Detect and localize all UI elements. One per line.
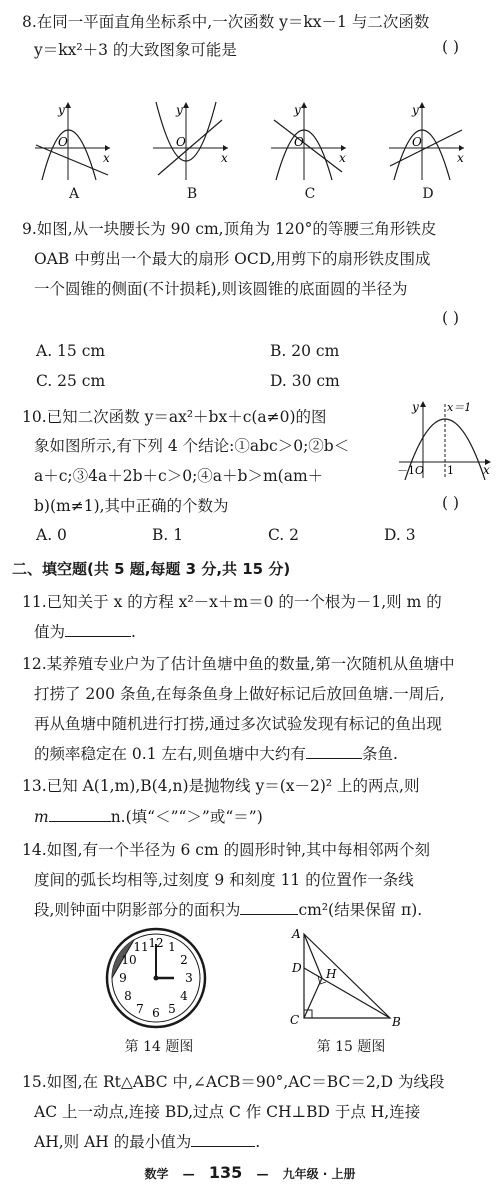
q9-option-d: D. 30 cm — [270, 372, 340, 390]
q9-option-b: B. 20 cm — [270, 342, 340, 360]
q9-option-c: C. 25 cm — [36, 372, 106, 390]
q8-label-a: A — [68, 186, 80, 202]
page-footer — [0, 1163, 500, 1182]
q8-c-o: O — [294, 135, 304, 149]
q8-b-x: x — [221, 151, 228, 165]
q14-clock-figure — [104, 926, 208, 1030]
q15-point-a: A — [292, 928, 301, 941]
q12-line1: 12.某养殖专业户为了估计鱼塘中鱼的数量,第一次随机从鱼塘中 — [22, 655, 455, 673]
q15-blank[interactable] — [191, 1132, 255, 1147]
q15-point-b: B — [392, 1015, 401, 1029]
clock-2: 2 — [180, 953, 188, 967]
q10-o: O — [415, 464, 425, 477]
footer-subject: 数学 — [144, 1167, 169, 1181]
q10-line1: 10.已知二次函数 y＝ax²＋bx＋c(a≠0)的图 — [22, 408, 327, 426]
page-number: 135 — [208, 1163, 243, 1182]
q11-line2: 值为 . — [34, 623, 136, 641]
q10-line3: a＋c;③4a＋2b＋c＞0;④a＋b＞m(am＋ — [34, 467, 324, 485]
q9-line3: 一个圆锥的侧面(不计损耗),则该圆锥的底面圆的半径为 — [34, 280, 408, 298]
q15-line3: AH,则 AH 的最小值为 . — [34, 1133, 261, 1151]
q15-triangle-figure — [282, 928, 412, 1030]
q10-line2: 象如图所示,有下列 4 个结论:①abc＞0;②b＜ — [34, 437, 350, 455]
clock-12: 12 — [148, 936, 164, 950]
q14-line2: 度间的弧长均相等,过刻度 9 和刻度 11 的位置作一条线 — [34, 871, 414, 889]
clock-9: 9 — [119, 971, 127, 985]
q10-option-b: B. 1 — [152, 526, 184, 544]
footer-dash-left: — — [182, 1167, 195, 1181]
q15-point-c: C — [290, 1013, 300, 1027]
clock-10: 10 — [121, 953, 137, 967]
q8-label-c: C — [304, 186, 316, 202]
q14-blank[interactable] — [240, 900, 298, 915]
q10-option-c: C. 2 — [268, 526, 300, 544]
clock-3: 3 — [185, 971, 193, 985]
section-fill-in-title: 二、填空题(共 5 题,每题 3 分,共 15 分) — [12, 560, 291, 578]
q8-answer-paren: ( ) — [442, 38, 460, 56]
q10-option-a: A. 0 — [36, 526, 67, 544]
q10-line4: b)(m≠1),其中正确的个数为 — [34, 497, 229, 515]
q15-line2: AC 上一动点,连接 BD,过点 C 作 CH⊥BD 于点 H,连接 — [34, 1103, 421, 1121]
q8-line2: y＝kx²＋3 的大致图象可能是 — [34, 41, 237, 59]
clock-5: 5 — [168, 1002, 176, 1016]
q11-blank[interactable] — [65, 622, 131, 637]
q8-d-y: y — [412, 103, 419, 117]
q8-label-b: B — [186, 186, 198, 202]
q8-graph-d — [389, 102, 464, 180]
q8-d-x: x — [457, 151, 464, 165]
clock-11: 11 — [133, 940, 149, 954]
clock-4: 4 — [180, 989, 188, 1003]
q9-option-a: A. 15 cm — [36, 342, 106, 360]
q9-answer-paren: ( ) — [442, 309, 460, 327]
q12-line3: 再从鱼塘中随机进行打捞,通过多次试验发现有标记的鱼出现 — [34, 715, 442, 733]
q8-graph-a — [35, 102, 110, 180]
clock-6: 6 — [152, 1006, 160, 1020]
q10-neg1: －1 — [397, 464, 415, 477]
q10-sym: x＝1 — [447, 401, 472, 414]
q13-line1: 13.已知 A(1,m),B(4,n)是抛物线 y＝(x－2)² 上的两点,则 — [22, 777, 420, 795]
q8-d-o: O — [412, 135, 422, 149]
q10-answer-paren: ( ) — [442, 494, 460, 512]
q14-line1: 14.如图,有一个半径为 6 cm 的圆形时钟,其中每相邻两个刻 — [22, 841, 431, 859]
q9-line2: OAB 中剪出一个最大的扇形 OCD,用剪下的扇形铁皮围成 — [34, 250, 431, 268]
clock-7: 7 — [136, 1002, 144, 1016]
q15-point-d: D — [292, 961, 302, 975]
q8-label-d: D — [422, 186, 434, 202]
q8-a-o: O — [58, 135, 68, 149]
q13-line2: m n.(填“＜”“＞”或“＝”) — [34, 808, 263, 826]
q10-option-d: D. 3 — [384, 526, 416, 544]
q15-caption: 第 15 题图 — [316, 1039, 386, 1055]
q14-caption: 第 14 题图 — [124, 1039, 194, 1055]
q8-graph-c — [271, 102, 346, 180]
q8-a-x: x — [103, 151, 110, 165]
q14-line3: 段,则钟面中阴影部分的面积为 cm²(结果保留 π). — [34, 901, 423, 919]
q12-line4: 的频率稳定在 0.1 左右,则鱼塘中大约有 条鱼. — [34, 745, 398, 763]
footer-grade: 九年级 · 上册 — [282, 1167, 356, 1181]
q8-graph-b — [153, 102, 228, 180]
q9-line1: 9.如图,从一块腰长为 90 cm,顶角为 120°的等腰三角形铁皮 — [22, 220, 437, 238]
q15-point-h: H — [326, 967, 337, 981]
q10-y: y — [412, 400, 419, 414]
q15-line1: 15.如图,在 Rt△ABC 中,∠ACB＝90°,AC＝BC＝2,D 为线段 — [22, 1073, 445, 1091]
footer-dash-right: — — [256, 1167, 269, 1181]
q10-x: x — [483, 463, 490, 477]
q12-blank[interactable] — [306, 744, 362, 759]
q11-line1: 11.已知关于 x 的方程 x²－x＋m＝0 的一个根为－1,则 m 的 — [22, 593, 442, 611]
q10-figure — [395, 398, 495, 480]
q8-b-o: O — [176, 135, 186, 149]
q8-c-x: x — [339, 151, 346, 165]
clock-8: 8 — [124, 989, 132, 1003]
q13-blank[interactable] — [49, 807, 111, 822]
q8-c-y: y — [294, 103, 301, 117]
q8-b-y: y — [176, 103, 183, 117]
clock-1: 1 — [168, 940, 176, 954]
q10-one: 1 — [447, 464, 454, 477]
q8-line1: 8.在同一平面直角坐标系中,一次函数 y＝kx－1 与二次函数 — [22, 13, 430, 31]
q8-graphs — [30, 100, 480, 182]
q8-a-y: y — [58, 103, 65, 117]
q12-line2: 打捞了 200 条鱼,在每条鱼身上做好标记后放回鱼塘.一周后, — [34, 685, 445, 703]
